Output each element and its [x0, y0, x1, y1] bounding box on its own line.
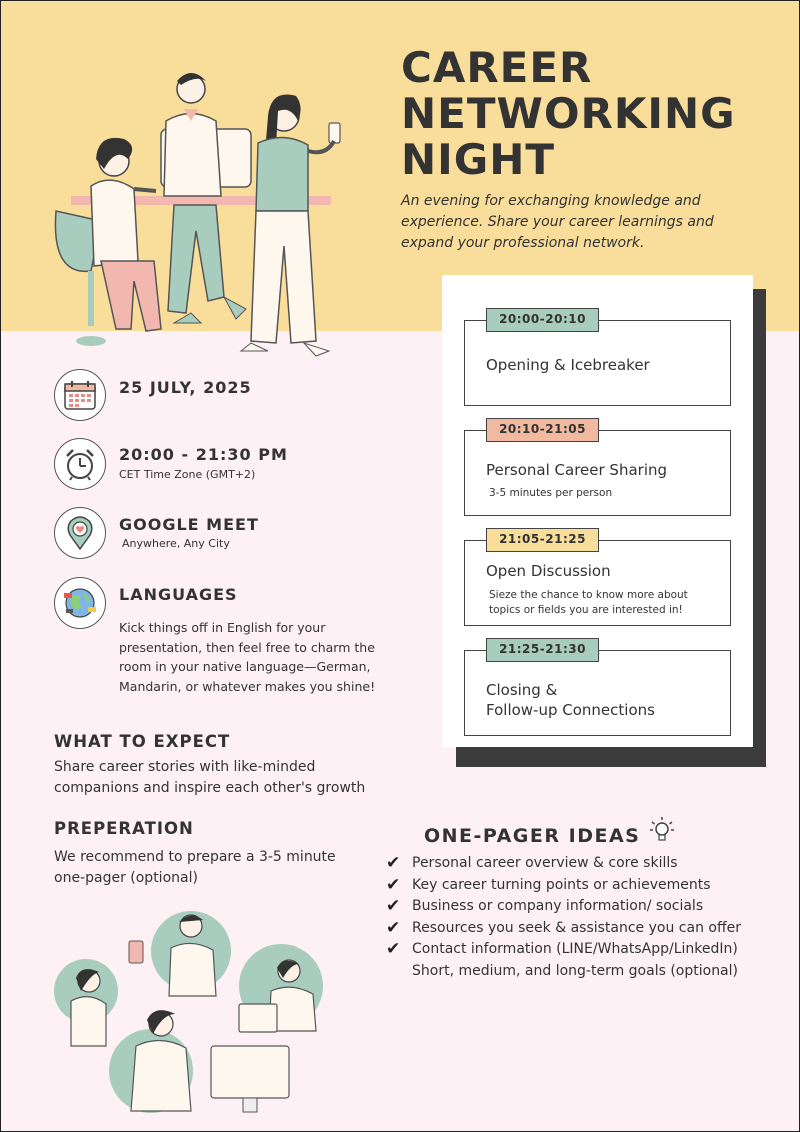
slot-title: Closing & Follow-up Connections	[486, 681, 655, 719]
languages-text: Kick things off in English for your presentation, then feel free to charm the room in your native language—German, Mandarin, or whatever makes you shine!	[119, 620, 376, 694]
languages-heading: LANGUAGES	[119, 585, 238, 604]
list-item: ✔ Personal career overview & core skills	[386, 853, 678, 873]
event-time: 20:00 - 21:30 PM	[119, 445, 288, 464]
checkmark-icon: ✔	[386, 896, 401, 916]
lightbulb-icon	[649, 816, 675, 846]
checkmark-icon: ✔	[386, 874, 401, 895]
event-date: 25 JULY, 2025	[119, 378, 252, 397]
team-working-illustration	[46, 61, 376, 361]
checkmark-icon: ✔	[386, 853, 401, 873]
slot-time-pill: 20:00-20:10	[486, 308, 599, 332]
slot-title: Personal Career Sharing	[486, 461, 668, 479]
people-networking-illustration	[51, 906, 341, 1116]
list-item: ✔ Business or company information/ socials	[386, 896, 704, 916]
slot-time-pill: 21:05-21:25	[486, 528, 599, 552]
event-location: GOOGLE MEET	[119, 515, 259, 534]
checkmark-icon: ✔	[386, 917, 401, 938]
list-item: ✔ Resources you seek & assistance you can offer	[386, 917, 741, 938]
preparation-heading: PREPERATION	[54, 819, 194, 838]
list-item: Short, medium, and long-term goals (optional)	[412, 962, 738, 979]
list-item: ✔ Key career turning points or achievements	[386, 874, 711, 895]
slot-time-pill: 21:25-21:30	[486, 638, 599, 662]
alarm-clock-icon	[54, 438, 106, 490]
preparation-text: We recommend to prepare a 3-5 minute one-pager (optional)	[54, 849, 336, 886]
event-location-sub: Anywhere, Any City	[122, 537, 230, 550]
slot-title: Open Discussion	[486, 562, 611, 580]
expect-text: Share career stories with like-minded companions and inspire each other's growth	[54, 759, 366, 796]
poster-subtitle: An evening for exchanging knowledge and experience. Share your career learnings and expand your professional network.	[401, 193, 714, 251]
slot-time-pill: 20:10-21:05	[486, 418, 599, 442]
expect-heading: WHAT TO EXPECT	[54, 732, 231, 751]
checkmark-icon: ✔	[386, 939, 401, 959]
location-pin-icon	[54, 507, 106, 559]
event-timezone: CET Time Zone (GMT+2)	[119, 468, 256, 481]
globe-icon	[54, 577, 106, 629]
onepager-heading: ONE-PAGER IDEAS	[424, 825, 641, 847]
slot-subtitle: Sieze the chance to know more about topics or fields you are interested in!	[489, 589, 688, 616]
list-item: ✔ Contact information (LINE/WhatsApp/LinkedIn)	[386, 939, 738, 959]
slot-subtitle: 3-5 minutes per person	[489, 487, 613, 499]
poster-title: CAREER NETWORKING NIGHT	[401, 43, 736, 184]
slot-title: Opening & Icebreaker	[486, 356, 650, 374]
calendar-icon	[54, 369, 106, 421]
onepager-list	[386, 853, 741, 982]
